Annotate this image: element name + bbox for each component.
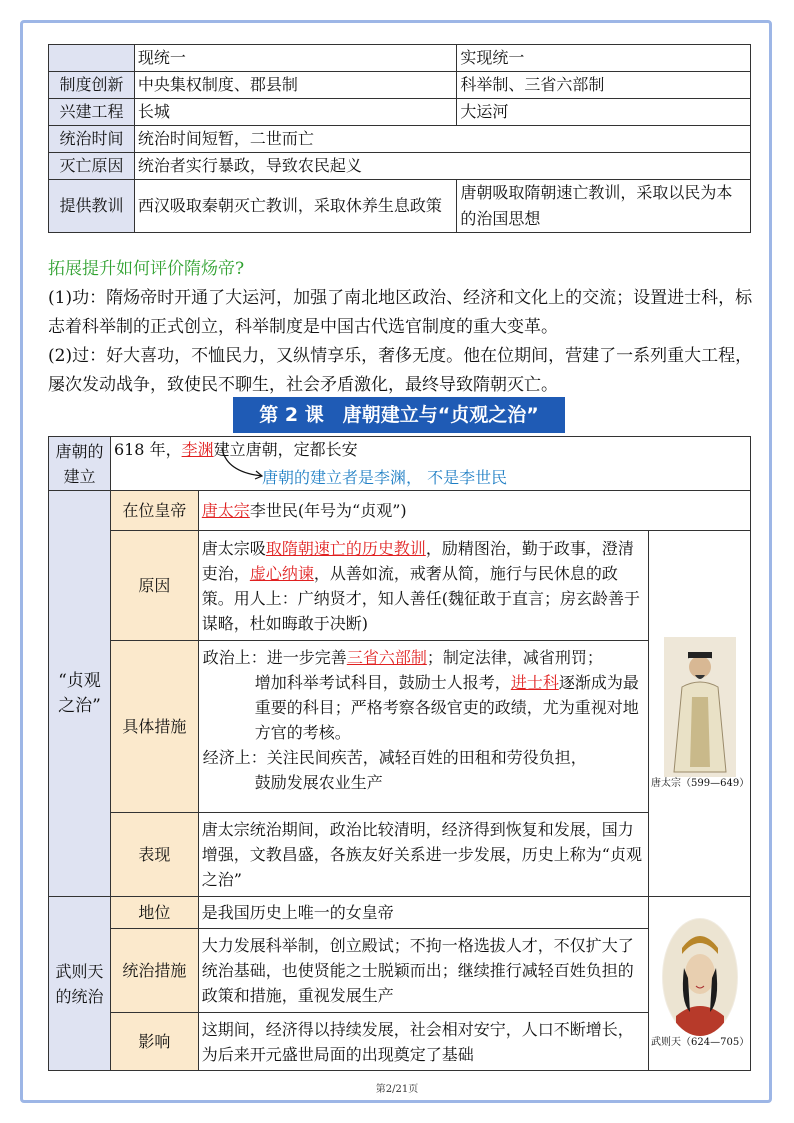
- wuzetian-caption: 武则天（624—705）: [651, 1037, 750, 1048]
- measures-text: 政治上：进一步完善: [202, 648, 347, 667]
- table-row: [49, 929, 751, 1013]
- table-cell: 长城: [134, 99, 457, 126]
- table-corner: [49, 45, 135, 72]
- row-header: 武则天的统治: [49, 897, 111, 1071]
- table-cell: 大运河: [457, 99, 751, 126]
- note-arrow: [218, 446, 268, 486]
- row-header: 提供教训: [49, 180, 135, 233]
- wuzetian-measures-cell: 大力发展科举制，创立殿试；不拘一格选拔人才，不仅扩大了统治基础，也使贤能之士脱颖而出；继续推行减轻百姓负担的政策和措施，重视发展生产: [198, 929, 648, 1013]
- emperor-cell: [198, 491, 750, 531]
- measures-text: 鼓励发展农业生产: [254, 773, 383, 792]
- extension-title: 拓展提升如何评价隋炀帝?: [48, 259, 245, 279]
- row-header: 统治时间: [49, 126, 135, 153]
- emperor-highlight: 唐太宗: [201, 501, 250, 520]
- column-header-sui: 实现统一: [457, 45, 751, 72]
- table-row: [49, 813, 751, 897]
- performance-cell: 唐太宗统治期间，政治比较清明，经济得到恢复和发展，国力增强，文教昌盛，各族友好关系进一步发展，历史上称为“贞观之治”: [198, 813, 648, 897]
- founder-note: 唐朝的建立者是李渊， 不是李世民: [262, 468, 508, 487]
- qin-sui-comparison-table: [48, 44, 751, 233]
- table-row: [49, 491, 751, 531]
- sub-header: 影响: [110, 1013, 198, 1071]
- cause-highlight: 虚心纳谏: [249, 563, 314, 583]
- cause-text: ，从善如流，戒奢从简，施行与民休息的政策。用人上：广纳贤才，知人善任(魏征敢于直言；房玄龄善于谋略，杜如晦敢于决断): [201, 563, 641, 633]
- sub-header: 表现: [110, 813, 198, 897]
- wuzetian-portrait: [662, 918, 738, 1036]
- founding-text: 建立唐朝，定都长安: [213, 440, 358, 459]
- table-cell: 统治者实行暴政，导致农民起义: [134, 153, 750, 180]
- sub-header: 地位: [110, 897, 198, 929]
- table-row: [49, 641, 751, 813]
- measures-highlight: 进士科: [510, 673, 559, 692]
- taizong-caption: 唐太宗（599—649）: [651, 778, 750, 789]
- table-row: [49, 99, 751, 126]
- taizong-portrait: [664, 637, 736, 777]
- measures-text: ；制定法律，减省刑罚；: [426, 648, 603, 667]
- sub-header: 在位皇帝: [110, 491, 198, 531]
- table-cell: 科举制、三省六部制: [457, 72, 751, 99]
- row-header: 兴建工程: [49, 99, 135, 126]
- table-row: [49, 897, 751, 929]
- table-cell: 统治时间短暂，二世而亡: [134, 126, 750, 153]
- row-header: “贞观之治”: [49, 491, 111, 897]
- row-header: 灭亡原因: [49, 153, 135, 180]
- measures-highlight: 三省六部制: [346, 648, 427, 667]
- taizong-portrait-cell: [649, 531, 751, 897]
- column-header-qin: 现统一: [134, 45, 457, 72]
- measures-cell: [198, 641, 648, 813]
- table-cell: 西汉吸取秦朝灭亡教训，采取休养生息政策: [134, 180, 457, 233]
- sub-header: 具体措施: [110, 641, 198, 813]
- measures-text: 逐渐成为最重要的科目；严格考察各级官吏的政绩，尤为重视对地方官的考核。: [254, 673, 639, 742]
- sub-header: 原因: [110, 531, 198, 641]
- cause-text: ，励精图治，勤于政事，澄清吏治，: [201, 538, 634, 583]
- emperor-text: 李世民(年号为“贞观”): [249, 501, 407, 520]
- cause-text: 唐太宗吸: [201, 538, 266, 558]
- row-header: 唐朝的建立: [49, 437, 111, 491]
- table-cell: 唐朝吸取隋朝速亡教训，采取以民为本的治国思想: [457, 180, 751, 233]
- table-cell: 中央集权制度、郡县制: [134, 72, 457, 99]
- cause-highlight: 取隋朝速亡的历史教训: [265, 538, 426, 558]
- table-row: [49, 72, 751, 99]
- measures-text: 增加科举考试科目，鼓励士人报考，: [254, 673, 511, 692]
- table-row: [49, 126, 751, 153]
- row-header: 制度创新: [49, 72, 135, 99]
- lesson-title-banner: 第 2 课 唐朝建立与“贞观之治”: [233, 397, 565, 433]
- founder-highlight: 李渊: [181, 440, 214, 459]
- table-row: [49, 180, 751, 233]
- cause-cell: [198, 531, 648, 641]
- wuzetian-portrait-cell: [649, 897, 751, 1071]
- table-row: [49, 153, 751, 180]
- page-number: 第2/21页: [375, 1084, 419, 1095]
- status-cell: 是我国历史上唯一的女皇帝: [198, 897, 648, 929]
- table-row: [49, 45, 751, 72]
- table-row: [49, 1013, 751, 1071]
- tang-dynasty-table: [48, 436, 751, 1071]
- founding-year: 618 年，: [113, 440, 182, 459]
- impact-cell: 这期间，经济得以持续发展，社会相对安宁，人口不断增长，为后来开元盛世局面的出现奠定了基础: [198, 1013, 648, 1071]
- measures-text: 经济上：关注民间疾苦，减轻百姓的田租和劳役负担，: [202, 748, 587, 767]
- extension-merit-paragraph: (1)功：隋炀帝时开通了大运河，加强了南北地区政治、经济和文化上的交流；设置进士科，标志着科举制的正式创立，科举制度是中国古代选官制度的重大变革。: [48, 288, 753, 337]
- extension-fault-paragraph: (2)过：好大喜功，不恤民力，又纵情享乐，奢侈无度。他在位期间，营建了一系列重大工程，屡次发动战争，致使民不聊生，社会矛盾激化，最终导致隋朝灭亡。: [48, 346, 753, 395]
- sub-header: 统治措施: [110, 929, 198, 1013]
- table-row: [49, 531, 751, 641]
